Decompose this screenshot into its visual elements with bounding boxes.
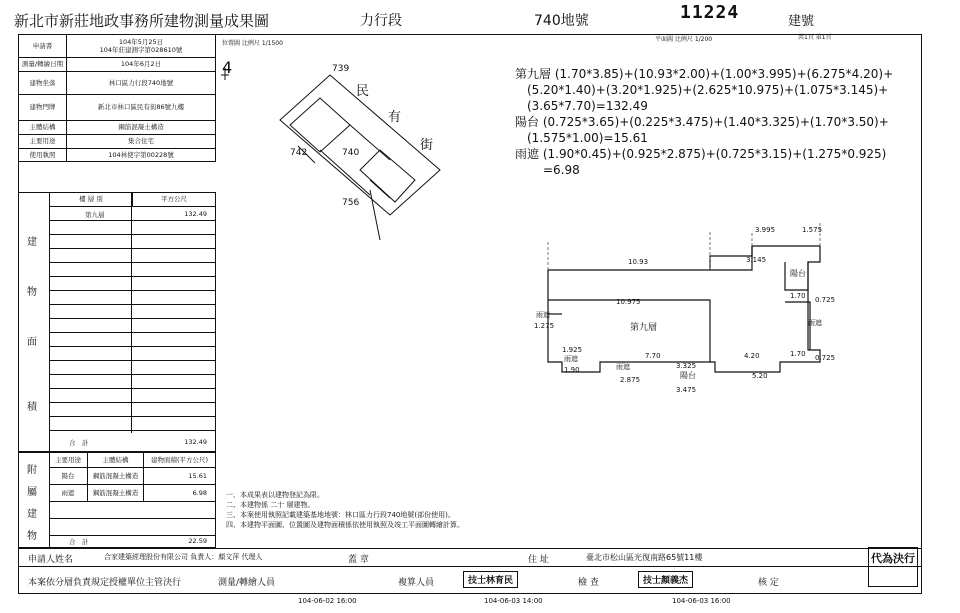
formula-line: 陽台 (0.725*3.65)+(0.225*3.475)+(1.40*3.325)+(1.70*3.50)+ (515, 115, 889, 129)
annex-total-value: 22.59 (188, 537, 207, 545)
lot-742: 742 (290, 148, 308, 158)
applicant-value: 合家建築經理股份有限公司 負責人：顏文萍 代理人 (104, 553, 263, 561)
dim: 0.725 (815, 296, 836, 304)
location-value: 林口區力行段740地號 (67, 72, 216, 95)
annex-row (49, 468, 215, 485)
balcony-label: 陽台 (680, 371, 696, 380)
struct-label: 主體結構 (19, 121, 67, 135)
section-name: 力行段 (360, 13, 402, 29)
area-row-value: 132.49 (184, 210, 207, 218)
use-value: 集合住宅 (67, 135, 216, 149)
dim: 1.70 (790, 350, 806, 358)
door-value: 新北市林口區民有街86號九樓 (67, 95, 216, 121)
dim: 1.575 (802, 226, 823, 234)
reviewer-label: 複算人員 (398, 578, 435, 588)
reviewer-stamp: 技士林育民 (463, 571, 518, 588)
area-vlabel-1: 建 (27, 237, 37, 248)
annex-box (18, 452, 216, 548)
road-char-1: 民 (356, 84, 370, 99)
use-label: 主要用途 (19, 135, 67, 149)
area-vlabel-3: 面 (27, 337, 37, 348)
surveyor-label: 測量/轉繪人員 (218, 578, 276, 588)
annex-row-struct: 鋼筋混凝土構造 (87, 468, 143, 484)
note-line: 三、本案使用執照記載建築基地地號：林口區力行段740地號(部份使用)。 (226, 511, 455, 519)
notes (226, 490, 464, 530)
location-label: 建物坐落 (19, 72, 67, 95)
checker-label: 檢 查 (578, 578, 599, 588)
canopy-label: 雨遮 (564, 355, 578, 363)
lot-756: 756 (342, 198, 360, 208)
annex-vlabel-3: 建 (27, 509, 37, 520)
lot-740: 740 (342, 148, 360, 158)
formula-line: 雨遮 (1.90*0.45)+(0.925*2.875)+(0.725*3.15)+(1.275*0.925) (515, 147, 887, 161)
canopy-label: 雨遮 (808, 319, 822, 327)
dim: 10.975 (616, 298, 641, 306)
dim: 1.70 (790, 292, 806, 300)
apply-value (67, 35, 216, 58)
note-line: 二、本建物係 二十 層建物。 (226, 501, 315, 509)
building-label: 建號 (788, 14, 815, 29)
annex-vlabel-4: 物 (27, 531, 37, 542)
info-table (18, 34, 216, 162)
timestamp-1: 104-06-02 16:00 (298, 597, 357, 605)
annex-col-struct: 主體結構 (87, 453, 143, 467)
annex-row-value: 6.98 (143, 485, 215, 501)
area-row (49, 207, 215, 221)
annex-row-value: 15.61 (143, 468, 215, 484)
road-char-2: 有 (388, 110, 402, 125)
page-count: 共1頁 第1頁 (798, 34, 832, 41)
building-area-box (18, 192, 216, 452)
floor-label: 第九層 (630, 323, 658, 333)
parcel-number: 740地號 (534, 13, 589, 29)
formula-line: 第九層 (1.70*3.85)+(10.93*2.00)+(1.00*3.995)+(6.275*4.20)+ (515, 67, 894, 81)
timestamp-3: 104-06-03 16:00 (672, 597, 731, 605)
permit-label: 使用執照 (19, 149, 67, 162)
building-number: 11224 (680, 2, 740, 23)
address-label: 住 址 (528, 555, 549, 565)
dim: 1.925 (562, 346, 583, 354)
formula-block (515, 66, 893, 178)
dim: 3.145 (746, 256, 767, 264)
dim: 7.70 (645, 352, 661, 360)
dim: 3.995 (755, 226, 776, 234)
area-col-area: 平方公尺 (132, 193, 215, 206)
note-line: 一、本成果表以建物登記為限。 (226, 491, 324, 499)
duty-note: 本案依分層負責規定授權單位主管決行 (28, 578, 182, 588)
checker-stamp: 技士顏義杰 (638, 571, 693, 588)
area-vlabel-4: 積 (27, 402, 37, 413)
north-arrow-icon: 4 (222, 58, 233, 77)
area-total-label: 合 計 (69, 439, 89, 447)
plan-scale: 平面圖 比例尺 1/200 (655, 36, 713, 43)
dim: 1.275 (534, 322, 555, 330)
lot-739: 739 (332, 64, 350, 74)
address-value: 臺北市松山區光復南路65號11樓 (586, 553, 703, 562)
apply-label: 申請書 (19, 35, 67, 58)
annex-row-use: 陽台 (61, 472, 75, 480)
dim: 4.20 (744, 352, 760, 360)
survey-label: 測量/轉繪日期 (19, 58, 67, 72)
timestamp-2: 104-06-03 14:00 (484, 597, 543, 605)
dim: 0.725 (815, 354, 836, 362)
annex-row (49, 485, 215, 502)
survey-value: 104年6月2日 (67, 58, 216, 72)
footer-applicant-row (18, 548, 922, 566)
annex-row-use: 雨遮 (61, 489, 75, 497)
formula-line: (1.575*1.00)=15.61 (527, 131, 648, 145)
dim: 3.475 (676, 386, 697, 394)
area-total-row (49, 435, 215, 449)
dim: 1.90 (564, 366, 580, 374)
area-total-value: 132.49 (184, 438, 207, 446)
area-header (49, 193, 215, 207)
approve-stamp: 代為決行 (868, 547, 918, 587)
dim: 3.325 (676, 362, 697, 370)
area-vlabel-2: 物 (27, 287, 37, 298)
apply-number: 104年莊建測字第028610號 (99, 46, 183, 54)
seal-label: 蓋 章 (348, 555, 369, 565)
formula-line: (3.65*7.70)=132.49 (527, 99, 648, 113)
annex-vlabel-2: 屬 (27, 487, 37, 498)
formula-line: =6.98 (543, 163, 580, 177)
apply-date: 104年5月25日 (118, 37, 164, 46)
canopy-label: 雨遮 (536, 311, 550, 319)
formula-line: (5.20*1.40)+(3.20*1.925)+(2.625*10.975)+(1.075*3.145)+ (527, 83, 889, 97)
floor-plan (520, 222, 840, 412)
page-title: 新北市新莊地政事務所建物測量成果圖 (14, 12, 270, 30)
canopy-label: 雨遮 (616, 363, 630, 371)
applicant-label: 申請人姓名 (28, 555, 74, 565)
struct-value: 鋼筋混凝土構造 (67, 121, 216, 135)
annex-total-label: 合 計 (69, 538, 89, 546)
approve-label: 核 定 (758, 578, 779, 588)
area-col-floor: 樓 層 別 (49, 193, 132, 206)
permit-value: 104林使字第00228號 (67, 149, 216, 162)
dim: 5.20 (752, 372, 768, 380)
annex-row-struct: 鋼筋混凝土構造 (87, 485, 143, 501)
balcony-label: 陽台 (790, 269, 806, 278)
note-line: 四、本建物平面圖、位置圖及建物面積係依使用執照及竣工平面圖轉繪計算。 (226, 521, 464, 529)
dim: 10.93 (628, 258, 649, 266)
dim: 2.875 (620, 376, 641, 384)
annex-col-use: 主要用途 (55, 456, 81, 464)
annex-col-area: 建物面積(平方公尺) (143, 453, 215, 467)
annex-vlabel-1: 附 (27, 465, 37, 476)
area-row-floor: 第九層 (85, 211, 105, 219)
location-scale: 位置圖 比例尺 1/1500 (222, 40, 283, 47)
road-char-3: 街 (420, 138, 434, 153)
door-label: 建物門牌 (19, 95, 67, 121)
